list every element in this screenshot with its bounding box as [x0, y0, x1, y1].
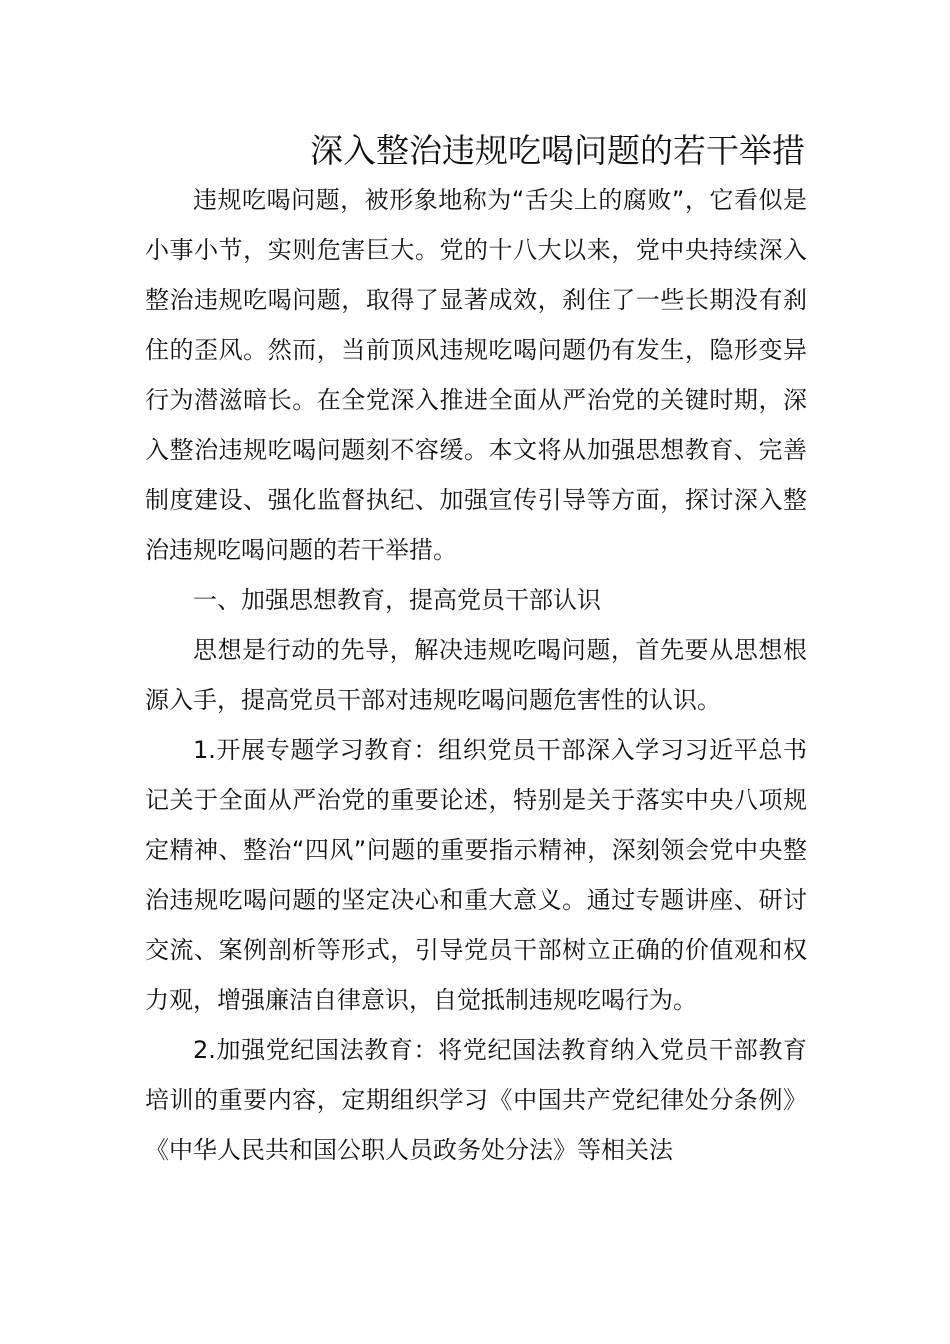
- measure-1-paragraph: 1.开展专题学习教育：组织党员干部深入学习习近平总书记关于全面从严治党的重要论述，特别是关于落实中央八项规定精神、整治“四风”问题的重要指示精神，深刻领会党中央整治违规吃喝问题的坚定决心和重大意义。通过专题讲座、研讨交流、案例剖析等形式，引导党员干部树立正确的价值观和权力观，增强廉洁自律意识，自觉抵制违规吃喝行为。: [145, 736, 807, 1014]
- section-1-intro-paragraph: 思想是行动的先导，解决违规吃喝问题，首先要从思想根源入手，提高党员干部对违规吃喝问题危害性的认识。: [145, 636, 807, 714]
- document-body: [145, 175, 807, 1175]
- section-heading-1: 一、加强思想教育，提高党员干部认识: [193, 586, 601, 614]
- document-title: 深入整治违规吃喝问题的若干举措: [310, 131, 805, 170]
- intro-paragraph: 违规吃喝问题，被形象地称为“舌尖上的腐败”，它看似是小事小节，实则危害巨大。党的十八大以来，党中央持续深入整治违规吃喝问题，取得了显著成效，刹住了一些长期没有刹住的歪风。然而，当前顶风违规吃喝问题仍有发生，隐形变异行为潜滋暗长。在全党深入推进全面从严治党的关键时期，深入整治违规吃喝问题刻不容缓。本文将从加强思想教育、完善制度建设、强化监督执纪、加强宣传引导等方面，探讨深入整治违规吃喝问题的若干举措。: [145, 186, 807, 564]
- measure-2-paragraph: 2.加强党纪国法教育：将党纪国法教育纳入党员干部教育培训的重要内容，定期组织学习《中国共产党纪律处分条例》《中华人民共和国公职人员政务处分法》等相关法: [145, 1036, 807, 1164]
